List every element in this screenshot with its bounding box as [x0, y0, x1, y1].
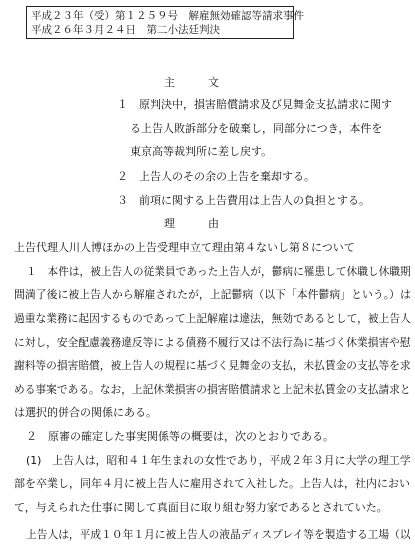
case-number: 平成２３年（受）第１２５９号 解雇無効確認等請求事件 [31, 10, 304, 22]
reasons-line: １ 本件は，被上告人の従業員であった上告人が，鬱病に罹患して休職し休職期 [26, 265, 411, 278]
reasons-line: 間満了後に被上告人から解雇されたが，上記鬱病（以下「本件鬱病」という。）は [14, 288, 411, 301]
reasons-line: て，与えられた仕事に関して真面目に取り組む努力家であるとされていた。 [14, 501, 388, 514]
main-text-item: る上告人敗訴部分を破棄し，同部分につき，本件を [130, 122, 383, 135]
reasons-line: は選択的併合の関係にある。 [14, 406, 157, 419]
main-text-item: ２ 上告人のその余の上告を棄却する。 [117, 170, 315, 183]
reasons-line: める事案である。なお，上記休業損害の損害賠償請求と上記未払賃金の支払請求と [14, 383, 411, 396]
judgment-date: 平成２６年３月２４日 第二小法廷判決 [31, 24, 220, 36]
reasons-line: 謝料等の損害賠償，被上告人の規程に基づく見舞金の支払，未払賃金の支払等を求 [14, 359, 411, 372]
reasons-heading: 理 由 [164, 217, 219, 230]
main-text-item: ３ 前項に関する上告費用は上告人の負担とする。 [117, 194, 370, 207]
main-text-heading: 主 文 [164, 76, 219, 89]
reasons-line: 上告代理人川人博ほかの上告受理申立て理由第４ないし第８について [14, 241, 355, 254]
main-text-item: 東京高等裁判所に差し戻す。 [130, 145, 273, 158]
reasons-line: 上告人は，平成１０年１月に被上告人の液晶ディスプレイ等を製造する工場（以 [26, 528, 411, 541]
main-text-item: １ 原判決中，損害賠償請求及び見舞金支払請求に関す [117, 98, 392, 111]
reasons-line: に対し，安全配慮義務違反等による債務不履行又は不法行為に基づく休業損害や慰 [14, 336, 411, 349]
reasons-line: 過重な業務に起因するものであって上記解雇は違法，無効であるとして，被上告人 [14, 312, 411, 325]
reasons-line: 部を卒業し，同年４月に被上告人に雇用されて入社した。上告人は，社内におい [14, 477, 410, 490]
reasons-line: (1) 上告人は，昭和４１年生まれの女性であり，平成２年３月に大学の理工学 [26, 454, 411, 467]
reasons-line: ２ 原審の確定した事実関係等の概要は，次のとおりである。 [26, 430, 334, 443]
case-header-box [26, 6, 304, 39]
